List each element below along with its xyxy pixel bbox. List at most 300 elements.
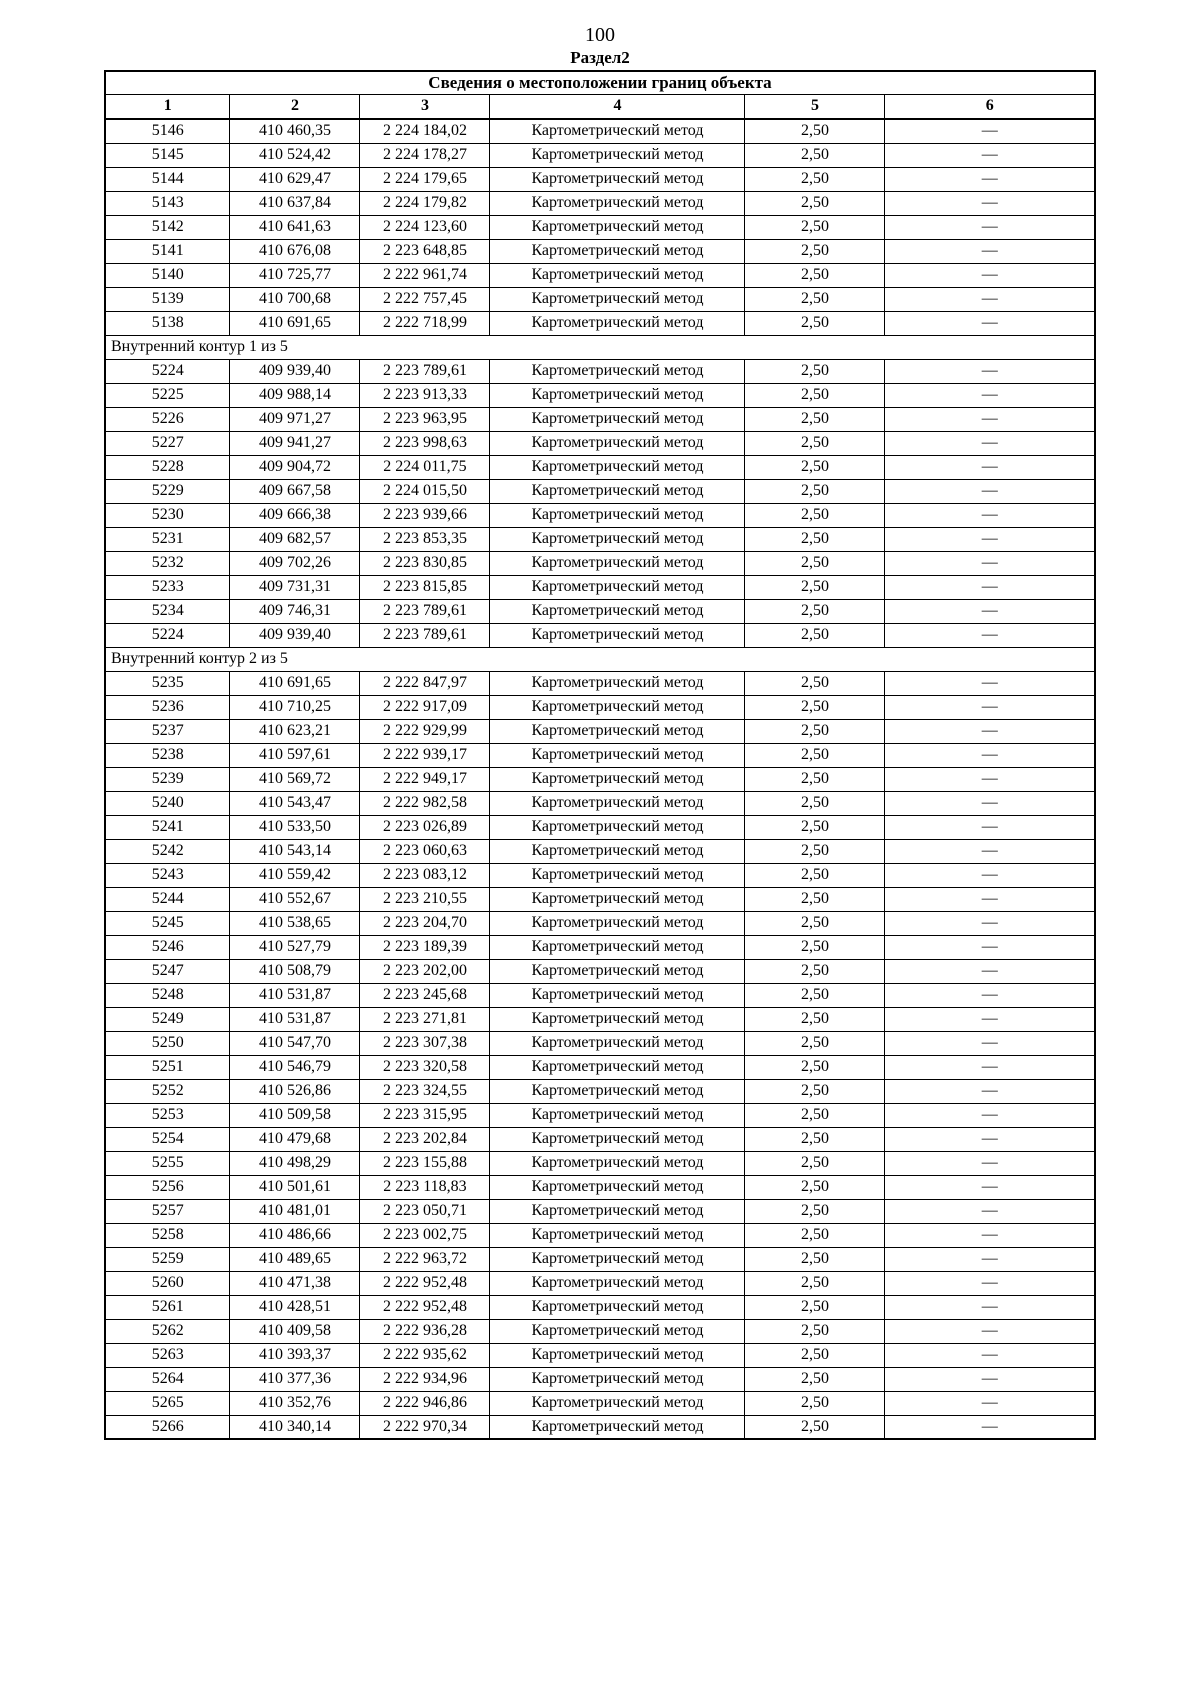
table-cell-col1: 5248: [105, 983, 230, 1007]
table-cell-col1: 5234: [105, 599, 230, 623]
table-cell-col2: 409 746,31: [230, 599, 360, 623]
table-row: [105, 311, 1095, 335]
table-cell-col3: 2 223 789,61: [360, 359, 490, 383]
table-cell-col2: 409 682,57: [230, 527, 360, 551]
table-cell-col5: 2,50: [745, 1415, 885, 1439]
table-cell-col5: 2,50: [745, 191, 885, 215]
table-cell-col4: Картометрический метод: [490, 359, 745, 383]
table-cell-col3: 2 224 184,02: [360, 119, 490, 143]
table-row: [105, 1223, 1095, 1247]
table-cell-col1: 5146: [105, 119, 230, 143]
table-cell-col1: 5144: [105, 167, 230, 191]
table-cell-col6: —: [885, 1127, 1095, 1151]
table-cell-col5: 2,50: [745, 887, 885, 911]
table-cell-col4: Картометрический метод: [490, 575, 745, 599]
table-cell-col2: 410 597,61: [230, 743, 360, 767]
table-cell-col3: 2 223 315,95: [360, 1103, 490, 1127]
table-cell-col6: —: [885, 167, 1095, 191]
table-cell-col6: —: [885, 1367, 1095, 1391]
table-cell-col2: 410 460,35: [230, 119, 360, 143]
table-cell-col1: 5241: [105, 815, 230, 839]
table-cell-col3: 2 222 970,34: [360, 1415, 490, 1439]
table-cell-col4: Картометрический метод: [490, 1223, 745, 1247]
column-number-2: 2: [230, 94, 360, 119]
table-row: [105, 1031, 1095, 1055]
table-cell-col2: 410 526,86: [230, 1079, 360, 1103]
table-cell-col5: 2,50: [745, 863, 885, 887]
table-cell-col4: Картометрический метод: [490, 551, 745, 575]
table-cell-col5: 2,50: [745, 383, 885, 407]
table-cell-col4: Картометрический метод: [490, 839, 745, 863]
table-cell-col2: 410 547,70: [230, 1031, 360, 1055]
table-cell-col1: 5225: [105, 383, 230, 407]
table-cell-col4: Картометрический метод: [490, 743, 745, 767]
table-cell-col5: 2,50: [745, 551, 885, 575]
table-cell-col1: 5256: [105, 1175, 230, 1199]
table-cell-col6: —: [885, 191, 1095, 215]
table-cell-col3: 2 223 648,85: [360, 239, 490, 263]
table-cell-col1: 5259: [105, 1247, 230, 1271]
table-cell-col2: 410 531,87: [230, 983, 360, 1007]
table-cell-col3: 2 223 963,95: [360, 407, 490, 431]
table-cell-col1: 5224: [105, 623, 230, 647]
table-cell-col6: —: [885, 503, 1095, 527]
table-cell-col5: 2,50: [745, 167, 885, 191]
table-cell-col5: 2,50: [745, 1343, 885, 1367]
table-cell-col4: Картометрический метод: [490, 1151, 745, 1175]
table-cell-col1: 5247: [105, 959, 230, 983]
table-row: [105, 1415, 1095, 1439]
table-cell-col6: —: [885, 431, 1095, 455]
table-row: [105, 1055, 1095, 1079]
table-cell-col4: Картометрический метод: [490, 887, 745, 911]
table-cell-col1: 5263: [105, 1343, 230, 1367]
table-cell-col5: 2,50: [745, 911, 885, 935]
table-cell-col2: 410 569,72: [230, 767, 360, 791]
table-cell-col3: 2 222 949,17: [360, 767, 490, 791]
table-cell-col3: 2 223 060,63: [360, 839, 490, 863]
table-row: [105, 767, 1095, 791]
table-cell-col4: Картометрический метод: [490, 455, 745, 479]
table-cell-col4: Картометрический метод: [490, 959, 745, 983]
table-cell-col1: 5266: [105, 1415, 230, 1439]
table-row: [105, 743, 1095, 767]
table-cell-col3: 2 222 963,72: [360, 1247, 490, 1271]
table-cell-col3: 2 223 830,85: [360, 551, 490, 575]
table-cell-col2: 410 527,79: [230, 935, 360, 959]
table-cell-col5: 2,50: [745, 287, 885, 311]
table-row: [105, 1271, 1095, 1295]
table-cell-col6: —: [885, 1079, 1095, 1103]
table-cell-col2: 410 637,84: [230, 191, 360, 215]
table-cell-col6: —: [885, 767, 1095, 791]
table-cell-col3: 2 224 179,82: [360, 191, 490, 215]
section-row: [105, 335, 1095, 359]
table-cell-col2: 409 667,58: [230, 479, 360, 503]
table-cell-col3: 2 222 982,58: [360, 791, 490, 815]
table-cell-col5: 2,50: [745, 983, 885, 1007]
table-row: [105, 263, 1095, 287]
table-cell-col1: 5238: [105, 743, 230, 767]
table-cell-col6: —: [885, 1415, 1095, 1439]
table-cell-col5: 2,50: [745, 239, 885, 263]
table-row: [105, 287, 1095, 311]
table-cell-col2: 409 971,27: [230, 407, 360, 431]
table-body: [105, 119, 1095, 1439]
table-cell-col2: 409 941,27: [230, 431, 360, 455]
table-cell-col2: 410 700,68: [230, 287, 360, 311]
table-cell-col6: —: [885, 479, 1095, 503]
table-cell-col1: 5253: [105, 1103, 230, 1127]
table-cell-col6: —: [885, 383, 1095, 407]
table-cell-col1: 5250: [105, 1031, 230, 1055]
table-cell-col3: 2 223 789,61: [360, 599, 490, 623]
table-cell-col2: 410 501,61: [230, 1175, 360, 1199]
table-cell-col5: 2,50: [745, 743, 885, 767]
table-row: [105, 863, 1095, 887]
table-cell-col3: 2 224 123,60: [360, 215, 490, 239]
table-cell-col4: Картометрический метод: [490, 1367, 745, 1391]
table-cell-col4: Картометрический метод: [490, 239, 745, 263]
table-cell-col4: Картометрический метод: [490, 1031, 745, 1055]
table-cell-col5: 2,50: [745, 1103, 885, 1127]
table-cell-col3: 2 223 789,61: [360, 623, 490, 647]
table-cell-col6: —: [885, 1391, 1095, 1415]
table-cell-col2: 410 641,63: [230, 215, 360, 239]
table-cell-col4: Картометрический метод: [490, 935, 745, 959]
table-cell-col3: 2 222 718,99: [360, 311, 490, 335]
table-cell-col3: 2 223 320,58: [360, 1055, 490, 1079]
table-cell-col2: 410 377,36: [230, 1367, 360, 1391]
table-cell-col4: Картометрический метод: [490, 623, 745, 647]
table-cell-col3: 2 222 935,62: [360, 1343, 490, 1367]
table-cell-col1: 5251: [105, 1055, 230, 1079]
table-cell-col4: Картометрический метод: [490, 983, 745, 1007]
table-cell-col6: —: [885, 695, 1095, 719]
table-cell-col3: 2 223 204,70: [360, 911, 490, 935]
table-cell-col3: 2 222 757,45: [360, 287, 490, 311]
table-cell-col1: 5239: [105, 767, 230, 791]
table-cell-col5: 2,50: [745, 1367, 885, 1391]
table-cell-col3: 2 223 853,35: [360, 527, 490, 551]
table-row: [105, 1175, 1095, 1199]
table-cell-col3: 2 223 815,85: [360, 575, 490, 599]
table-cell-col3: 2 222 847,97: [360, 671, 490, 695]
table-row: [105, 407, 1095, 431]
table-cell-col3: 2 223 083,12: [360, 863, 490, 887]
table-cell-col6: —: [885, 359, 1095, 383]
table-cell-col4: Картометрический метод: [490, 1391, 745, 1415]
table-cell-col5: 2,50: [745, 119, 885, 143]
table-cell-col4: Картометрический метод: [490, 1343, 745, 1367]
table-row: [105, 503, 1095, 527]
table-cell-col2: 409 702,26: [230, 551, 360, 575]
table-cell-col5: 2,50: [745, 479, 885, 503]
table-cell-col2: 409 666,38: [230, 503, 360, 527]
table-row: [105, 479, 1095, 503]
table-cell-col3: 2 223 155,88: [360, 1151, 490, 1175]
table-row: [105, 911, 1095, 935]
table-cell-col3: 2 223 271,81: [360, 1007, 490, 1031]
table-row: [105, 1391, 1095, 1415]
table-cell-col4: Картометрический метод: [490, 431, 745, 455]
table-cell-col6: —: [885, 791, 1095, 815]
table-cell-col2: 410 543,47: [230, 791, 360, 815]
table-row: [105, 575, 1095, 599]
table-cell-col1: 5138: [105, 311, 230, 335]
section-heading: Раздел2: [570, 48, 630, 67]
table-row: [105, 1151, 1095, 1175]
section-row-label: Внутренний контур 1 из 5: [105, 335, 1095, 359]
table-cell-col3: 2 222 929,99: [360, 719, 490, 743]
table-cell-col6: —: [885, 935, 1095, 959]
table-cell-col3: 2 223 202,84: [360, 1127, 490, 1151]
table-cell-col6: —: [885, 1007, 1095, 1031]
table-cell-col1: 5254: [105, 1127, 230, 1151]
table-cell-col5: 2,50: [745, 623, 885, 647]
table-cell-col2: 410 479,68: [230, 1127, 360, 1151]
table-cell-col1: 5255: [105, 1151, 230, 1175]
table-cell-col6: —: [885, 455, 1095, 479]
table-cell-col5: 2,50: [745, 359, 885, 383]
table-row: [105, 1343, 1095, 1367]
table-row: [105, 671, 1095, 695]
table-cell-col2: 410 486,66: [230, 1223, 360, 1247]
table-cell-col3: 2 222 917,09: [360, 695, 490, 719]
table-cell-col2: 410 509,58: [230, 1103, 360, 1127]
table-cell-col1: 5258: [105, 1223, 230, 1247]
table-cell-col3: 2 222 934,96: [360, 1367, 490, 1391]
table-cell-col3: 2 223 913,33: [360, 383, 490, 407]
table-cell-col6: —: [885, 743, 1095, 767]
table-cell-col4: Картометрический метод: [490, 383, 745, 407]
table-cell-col2: 409 939,40: [230, 623, 360, 647]
table-cell-col4: Картометрический метод: [490, 311, 745, 335]
table-cell-col2: 410 489,65: [230, 1247, 360, 1271]
table-row: [105, 167, 1095, 191]
table-cell-col4: Картометрический метод: [490, 767, 745, 791]
table-row: [105, 935, 1095, 959]
table-row: [105, 431, 1095, 455]
table-cell-col2: 410 471,38: [230, 1271, 360, 1295]
table-cell-col1: 5260: [105, 1271, 230, 1295]
table-cell-col1: 5227: [105, 431, 230, 455]
table-row: [105, 119, 1095, 143]
table-cell-col5: 2,50: [745, 1079, 885, 1103]
table-cell-col4: Картометрический метод: [490, 167, 745, 191]
table-cell-col6: —: [885, 263, 1095, 287]
column-number-3: 3: [360, 94, 490, 119]
column-number-1: 1: [105, 94, 230, 119]
table-cell-col6: —: [885, 1343, 1095, 1367]
section-row: [105, 647, 1095, 671]
table-cell-col6: —: [885, 1271, 1095, 1295]
table-cell-col6: —: [885, 1151, 1095, 1175]
table-cell-col5: 2,50: [745, 311, 885, 335]
table-cell-col2: 409 939,40: [230, 359, 360, 383]
table-cell-col1: 5246: [105, 935, 230, 959]
table-cell-col1: 5224: [105, 359, 230, 383]
section-row-label: Внутренний контур 2 из 5: [105, 647, 1095, 671]
table-cell-col4: Картометрический метод: [490, 1199, 745, 1223]
table-cell-col3: 2 223 939,66: [360, 503, 490, 527]
table-cell-col3: 2 223 202,00: [360, 959, 490, 983]
table-cell-col3: 2 222 952,48: [360, 1271, 490, 1295]
table-row: [105, 215, 1095, 239]
table-cell-col4: Картометрический метод: [490, 599, 745, 623]
table-row: [105, 959, 1095, 983]
table-cell-col1: 5252: [105, 1079, 230, 1103]
table-cell-col2: 409 988,14: [230, 383, 360, 407]
table-cell-col5: 2,50: [745, 719, 885, 743]
table-cell-col6: —: [885, 119, 1095, 143]
table-cell-col3: 2 222 952,48: [360, 1295, 490, 1319]
table-row: [105, 695, 1095, 719]
table-cell-col2: 410 538,65: [230, 911, 360, 935]
table-cell-col2: 410 352,76: [230, 1391, 360, 1415]
table-cell-col6: —: [885, 239, 1095, 263]
table-cell-col3: 2 224 178,27: [360, 143, 490, 167]
column-number-5: 5: [745, 94, 885, 119]
table-row: [105, 839, 1095, 863]
table-cell-col4: Картометрический метод: [490, 1175, 745, 1199]
table-cell-col6: —: [885, 143, 1095, 167]
table-cell-col1: 5245: [105, 911, 230, 935]
table-cell-col3: 2 223 050,71: [360, 1199, 490, 1223]
table-cell-col1: 5139: [105, 287, 230, 311]
table-cell-col1: 5229: [105, 479, 230, 503]
table-cell-col4: Картометрический метод: [490, 191, 745, 215]
table-row: [105, 887, 1095, 911]
table-cell-col6: —: [885, 551, 1095, 575]
table-row: [105, 791, 1095, 815]
table-row: [105, 359, 1095, 383]
table-cell-col6: —: [885, 1103, 1095, 1127]
table-cell-col5: 2,50: [745, 431, 885, 455]
table-cell-col6: —: [885, 719, 1095, 743]
table-cell-col6: —: [885, 959, 1095, 983]
table-row: [105, 1319, 1095, 1343]
table-cell-col4: Картометрический метод: [490, 863, 745, 887]
table-cell-col4: Картометрический метод: [490, 1319, 745, 1343]
table-cell-col5: 2,50: [745, 767, 885, 791]
table-cell-col1: 5237: [105, 719, 230, 743]
table-cell-col3: 2 224 011,75: [360, 455, 490, 479]
table-cell-col6: —: [885, 1199, 1095, 1223]
table-cell-col5: 2,50: [745, 1127, 885, 1151]
table-cell-col5: 2,50: [745, 455, 885, 479]
table-cell-col6: —: [885, 1031, 1095, 1055]
table-cell-col6: —: [885, 839, 1095, 863]
table-cell-col1: 5140: [105, 263, 230, 287]
table-cell-col1: 5231: [105, 527, 230, 551]
table-cell-col1: 5230: [105, 503, 230, 527]
table-cell-col2: 410 409,58: [230, 1319, 360, 1343]
table-row: [105, 623, 1095, 647]
table-title: Сведения о местоположении границ объекта: [105, 71, 1095, 95]
table-cell-col4: Картометрический метод: [490, 215, 745, 239]
table-cell-col4: Картометрический метод: [490, 719, 745, 743]
table-cell-col3: 2 223 189,39: [360, 935, 490, 959]
table-cell-col5: 2,50: [745, 1319, 885, 1343]
boundaries-table: [104, 70, 1096, 1441]
table-cell-col5: 2,50: [745, 599, 885, 623]
table-cell-col6: —: [885, 407, 1095, 431]
table-cell-col3: 2 223 002,75: [360, 1223, 490, 1247]
table-cell-col1: 5236: [105, 695, 230, 719]
table-cell-col3: 2 223 245,68: [360, 983, 490, 1007]
table-cell-col5: 2,50: [745, 935, 885, 959]
table-cell-col1: 5261: [105, 1295, 230, 1319]
table-cell-col4: Картометрический метод: [490, 671, 745, 695]
table-cell-col2: 410 725,77: [230, 263, 360, 287]
table-cell-col6: —: [885, 887, 1095, 911]
column-number-4: 4: [490, 94, 745, 119]
table-cell-col2: 410 559,42: [230, 863, 360, 887]
table-cell-col4: Картометрический метод: [490, 407, 745, 431]
table-cell-col1: 5249: [105, 1007, 230, 1031]
table-cell-col4: Картометрический метод: [490, 1247, 745, 1271]
table-cell-col1: 5228: [105, 455, 230, 479]
table-cell-col2: 410 552,67: [230, 887, 360, 911]
table-cell-col2: 410 524,42: [230, 143, 360, 167]
table-cell-col3: 2 223 026,89: [360, 815, 490, 839]
table-cell-col4: Картометрический метод: [490, 791, 745, 815]
table-cell-col6: —: [885, 1223, 1095, 1247]
table-cell-col6: —: [885, 1055, 1095, 1079]
table-cell-col6: —: [885, 599, 1095, 623]
table-cell-col5: 2,50: [745, 1295, 885, 1319]
table-cell-col5: 2,50: [745, 263, 885, 287]
table-row: [105, 983, 1095, 1007]
table-cell-col6: —: [885, 287, 1095, 311]
table-cell-col4: Картометрический метод: [490, 263, 745, 287]
table-cell-col4: Картометрический метод: [490, 479, 745, 503]
table-cell-col2: 410 691,65: [230, 311, 360, 335]
table-cell-col6: —: [885, 623, 1095, 647]
table-cell-col2: 410 533,50: [230, 815, 360, 839]
table-cell-col6: —: [885, 311, 1095, 335]
table-cell-col5: 2,50: [745, 503, 885, 527]
table-row: [105, 815, 1095, 839]
table-cell-col1: 5233: [105, 575, 230, 599]
table-cell-col4: Картометрический метод: [490, 1007, 745, 1031]
table-cell-col6: —: [885, 215, 1095, 239]
table-cell-col3: 2 223 118,83: [360, 1175, 490, 1199]
table-cell-col6: —: [885, 983, 1095, 1007]
table-cell-col4: Картометрический метод: [490, 1103, 745, 1127]
table-cell-col5: 2,50: [745, 1391, 885, 1415]
table-cell-col5: 2,50: [745, 215, 885, 239]
table-row: [105, 383, 1095, 407]
table-cell-col1: 5262: [105, 1319, 230, 1343]
table-cell-col1: 5145: [105, 143, 230, 167]
table-cell-col1: 5235: [105, 671, 230, 695]
table-cell-col2: 410 676,08: [230, 239, 360, 263]
table-cell-col1: 5240: [105, 791, 230, 815]
table-row: [105, 1079, 1095, 1103]
table-row: [105, 1367, 1095, 1391]
table-row: [105, 719, 1095, 743]
table-row: [105, 1103, 1095, 1127]
table-cell-col6: —: [885, 911, 1095, 935]
table-row: [105, 191, 1095, 215]
table-cell-col4: Картометрический метод: [490, 1295, 745, 1319]
table-row: [105, 143, 1095, 167]
table-row: [105, 527, 1095, 551]
table-cell-col5: 2,50: [745, 407, 885, 431]
table-cell-col4: Картометрический метод: [490, 119, 745, 143]
